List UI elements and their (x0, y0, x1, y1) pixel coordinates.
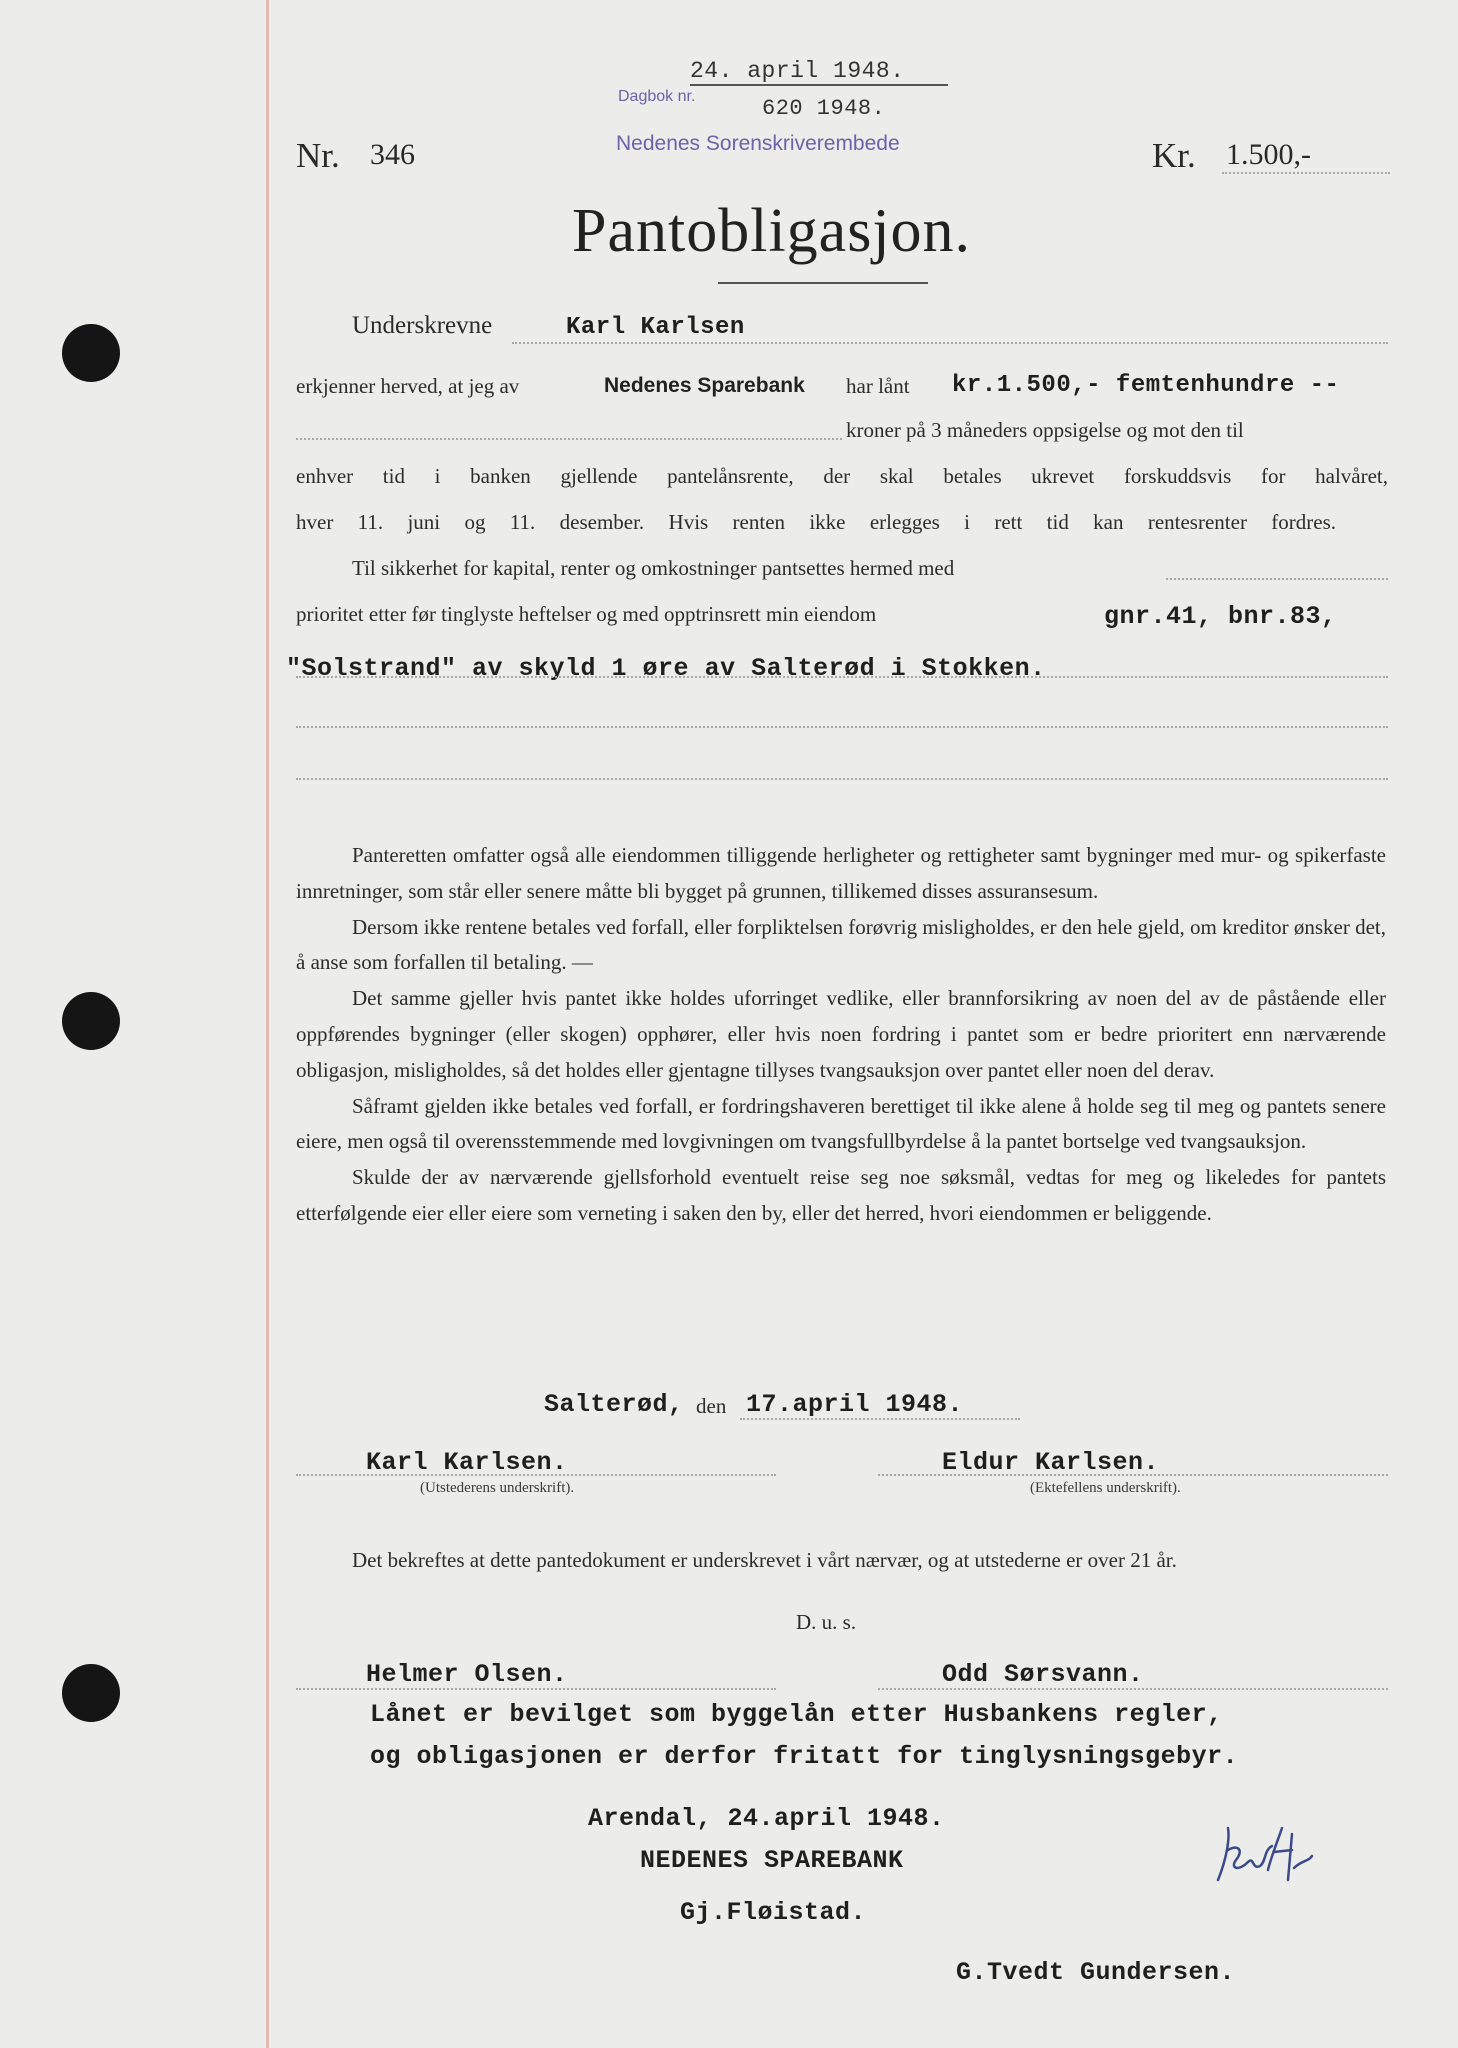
dagbok-number: 620 1948. (762, 96, 886, 121)
property-description: "Solstrand" av skyld 1 øre av Salterød i Stokken. (286, 654, 1046, 683)
undersigned-line (512, 342, 1388, 344)
paragraph-1: Panteretten omfatter også alle eiendommen tilliggende herligheter og rettigheter samt bygninger med mur- og spikerfaste innretninger, som står eller senere måtte bli bygget på grunnen, tillikemed disses assuransesum. (296, 843, 1386, 903)
property-number: gnr.41, bnr.83, (1104, 602, 1337, 631)
handwritten-initials (1208, 1810, 1328, 1910)
punch-hole-top (62, 324, 120, 382)
property-line-2 (296, 726, 1388, 728)
note-signer-1: Gj.Fløistad. (680, 1898, 867, 1927)
kr-label: Kr. (1152, 136, 1196, 175)
issuer-name: Karl Karlsen. (366, 1448, 568, 1477)
spouse-caption: (Ektefellens underskrift). (1030, 1480, 1181, 1496)
punch-hole-middle (62, 992, 120, 1050)
document-title: Pantobligasjon. (572, 197, 972, 265)
amount-continuation-line (296, 438, 842, 440)
security-text: Til sikkerhet for kapital, renter og omkostninger pantsettes hermed med (352, 556, 955, 580)
terms-paragraphs (296, 838, 1386, 1232)
borrowed-text: har lånt (846, 374, 910, 398)
witness-2-name: Odd Sørsvann. (942, 1660, 1144, 1689)
nr-label: Nr. (296, 136, 340, 175)
date-underline (690, 84, 948, 86)
witness-dus: D. u. s. (796, 1610, 857, 1634)
issuer-line (296, 1474, 776, 1476)
terms-text-3: hver 11. juni og 11. desember. Hvis renten ikke erlegges i rett tid kan rentesrenter fordres. (296, 510, 1336, 534)
signing-date-line (740, 1418, 1020, 1420)
acknowledge-text: erkjenner herved, at jeg av (296, 374, 520, 398)
witness-1-line (296, 1688, 776, 1690)
date-stamp: 24. april 1948. (690, 58, 905, 84)
witness-text: Det bekreftes at dette pantedokument er underskrevet i vårt nærvær, og at utstederne er over 21 år. (352, 1548, 1177, 1572)
kr-dotted-line (1222, 172, 1390, 174)
spouse-name: Eldur Karlsen. (942, 1448, 1160, 1477)
signing-place: Salterød, (544, 1390, 684, 1419)
paragraph-2: Dersom ikke rentene betales ved forfall, eller forpliktelsen forøvrig misligholdes, er den hele gjeld, om kreditor ønsker det, å anse som forfallen til betaling. — (296, 914, 1386, 975)
office-stamp: Nedenes Sorenskriverembede (616, 132, 900, 155)
property-line-1 (296, 676, 1388, 678)
undersigned-label: Underskrevne (352, 312, 493, 339)
bank-name: Nedenes Sparebank (604, 374, 805, 397)
loan-amount: kr.1.500,- femtenhundre -- (952, 372, 1340, 399)
undersigned-name: Karl Karlsen (566, 314, 745, 341)
dagbok-label: Dagbok nr. (618, 88, 696, 105)
spouse-line (878, 1474, 1388, 1476)
note-bank: NEDENES SPAREBANK (640, 1846, 904, 1875)
property-line-3 (296, 778, 1388, 780)
issuer-caption: (Utstederens underskrift). (420, 1480, 575, 1496)
witness-1-name: Helmer Olsen. (366, 1660, 568, 1689)
witness-2-line (878, 1688, 1388, 1690)
note-place-date: Arendal, 24.april 1948. (588, 1804, 945, 1833)
note-line-2: og obligasjonen er derfor fritatt for tinglysningsgebyr. (370, 1742, 1239, 1771)
note-line-1: Lånet er bevilget som byggelån etter Husbankens regler, (370, 1700, 1223, 1729)
paragraph-5: Skulde der av nærværende gjellsforhold eventuelt reise seg noe søksmål, vedtas for meg og likeledes for pantets etterfølgende eier eller eiere som verneting i saken den by, eller det herred, hvori eiendommen er beliggende. (296, 1165, 1386, 1225)
title-underline (718, 282, 928, 284)
signing-date: 17.april 1948. (746, 1390, 964, 1419)
security-line (1166, 578, 1388, 580)
paragraph-4: Såframt gjelden ikke betales ved forfall, er fordringshaveren berettiget til ikke alene å holde seg til meg og pantets senere eiere, men også til overensstemmende med lovgivningen om tvangsfullbyrdelse å la pantet bortselge ved tvangsauksjon. (296, 1093, 1386, 1154)
terms-text-2: enhver tid i banken gjellende pantelånsrente, der skal betales ukrevet forskuddsvis for halvåret, (296, 464, 1388, 488)
note-signer-2: G.Tvedt Gundersen. (956, 1958, 1236, 1987)
signing-den: den (696, 1394, 727, 1418)
nr-value: 346 (370, 138, 415, 171)
punch-hole-bottom (62, 1664, 120, 1722)
priority-text: prioritet etter før tinglyste heftelser og med opptrinsrett min eiendom (296, 602, 877, 626)
kr-value: 1.500,- (1226, 138, 1311, 171)
margin-rule (266, 0, 269, 2048)
terms-text-1: kroner på 3 måneders oppsigelse og mot den til (846, 418, 1244, 442)
paragraph-3: Det samme gjeller hvis pantet ikke holdes uforringet vedlike, eller brannforsikring av noen del av de påstående eller oppførendes bygninger (eller skogen) opphører, eller hvis noen fordring i pantet som er bedre prioritert enn nærværende obligasjon, misligholdes, så det holdes eller gjentagne tillyses tvangsauksjon over pantet eller noen del derav. (296, 986, 1386, 1082)
